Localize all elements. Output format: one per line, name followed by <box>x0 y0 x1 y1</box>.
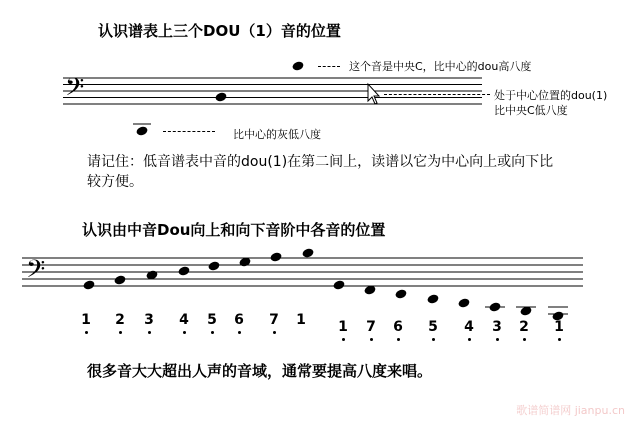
note-head-descending <box>394 288 407 299</box>
note-head-ascending <box>177 265 190 276</box>
jianpu-number-descending: 6 <box>393 319 403 335</box>
annotation-low-dou: 比中心的灰低八度 <box>233 128 321 141</box>
note-head-center-dou <box>214 91 227 102</box>
jianpu-number-ascending: 6 <box>234 312 244 328</box>
octave-dot-below <box>342 338 345 341</box>
jianpu-number-ascending: 7 <box>269 312 279 328</box>
note-head-descending <box>457 297 470 308</box>
octave-dot-below <box>468 338 471 341</box>
octave-dot-below <box>211 331 214 334</box>
note-head-high-c <box>291 60 304 71</box>
jianpu-number-ascending: 3 <box>144 312 154 328</box>
octave-dot-below <box>148 331 151 334</box>
annotation-middle-c: 这个音是中央C，比中心的dou高八度 <box>349 60 532 73</box>
jianpu-number-ascending: 4 <box>179 312 189 328</box>
note-head-ascending <box>82 279 95 290</box>
dash-leader-center <box>384 94 490 95</box>
octave-dot-below <box>370 338 373 341</box>
jianpu-number-ascending: 2 <box>115 312 125 328</box>
annotation-center-line2: 比中央C低八度 <box>494 104 568 117</box>
octave-dot-below <box>273 331 276 334</box>
cursor-arrow-icon <box>368 84 379 104</box>
note-head-ascending <box>269 251 282 262</box>
jianpu-number-ascending: 5 <box>207 312 217 328</box>
octave-dot-below <box>558 338 561 341</box>
jianpu-number-descending: 1 <box>338 319 348 335</box>
octave-dot-below <box>85 331 88 334</box>
jianpu-number-descending: 4 <box>464 319 474 335</box>
octave-dot-below <box>183 331 186 334</box>
dash-leader-high <box>318 66 340 67</box>
jianpu-number-descending: 1 <box>554 319 564 335</box>
octave-dot-below <box>119 331 122 334</box>
note-head-ascending <box>113 274 126 285</box>
jianpu-number-descending: 5 <box>428 319 438 335</box>
reminder-text: 请记住：低音谱表中音的dou(1)在第二间上，读谱以它为中心向上或向下比较方便。 <box>87 154 554 190</box>
title-three-dou: 认识谱表上三个DOU（1）音的位置 <box>98 22 341 40</box>
octave-dot-below <box>523 338 526 341</box>
bass-clef-icon: 𝄢 <box>26 255 46 290</box>
watermark: 歌谱简谱网 jianpu.cn <box>516 404 625 417</box>
octave-dot-below <box>238 331 241 334</box>
jianpu-number-descending: 7 <box>366 319 376 335</box>
bass-clef-icon: 𝄢 <box>65 73 85 108</box>
annotation-center-line1: 处于中心位置的dou(1) <box>494 89 608 102</box>
note-head-ascending <box>301 247 314 258</box>
dash-leader-low <box>163 131 215 132</box>
note-head-low-dou <box>135 125 148 136</box>
octave-dot-below <box>496 338 499 341</box>
annotation-center-dou <box>494 88 624 118</box>
note-head-descending <box>332 279 345 290</box>
jianpu-number-descending: 2 <box>519 319 529 335</box>
staff-scale <box>22 247 583 321</box>
bottom-note-text: 很多音大大超出人声的音域，通常要提高八度来唱。 <box>87 362 433 380</box>
note-head-descending <box>426 293 439 304</box>
octave-dot-below <box>432 338 435 341</box>
jianpu-number-descending: 3 <box>492 319 502 335</box>
octave-dot-below <box>397 338 400 341</box>
jianpu-number-ascending: 1 <box>296 312 306 328</box>
jianpu-number-ascending: 1 <box>81 312 91 328</box>
note-head-ascending <box>207 260 220 271</box>
title-scale: 认识由中音Dou向上和向下音阶中各音的位置 <box>82 221 386 239</box>
